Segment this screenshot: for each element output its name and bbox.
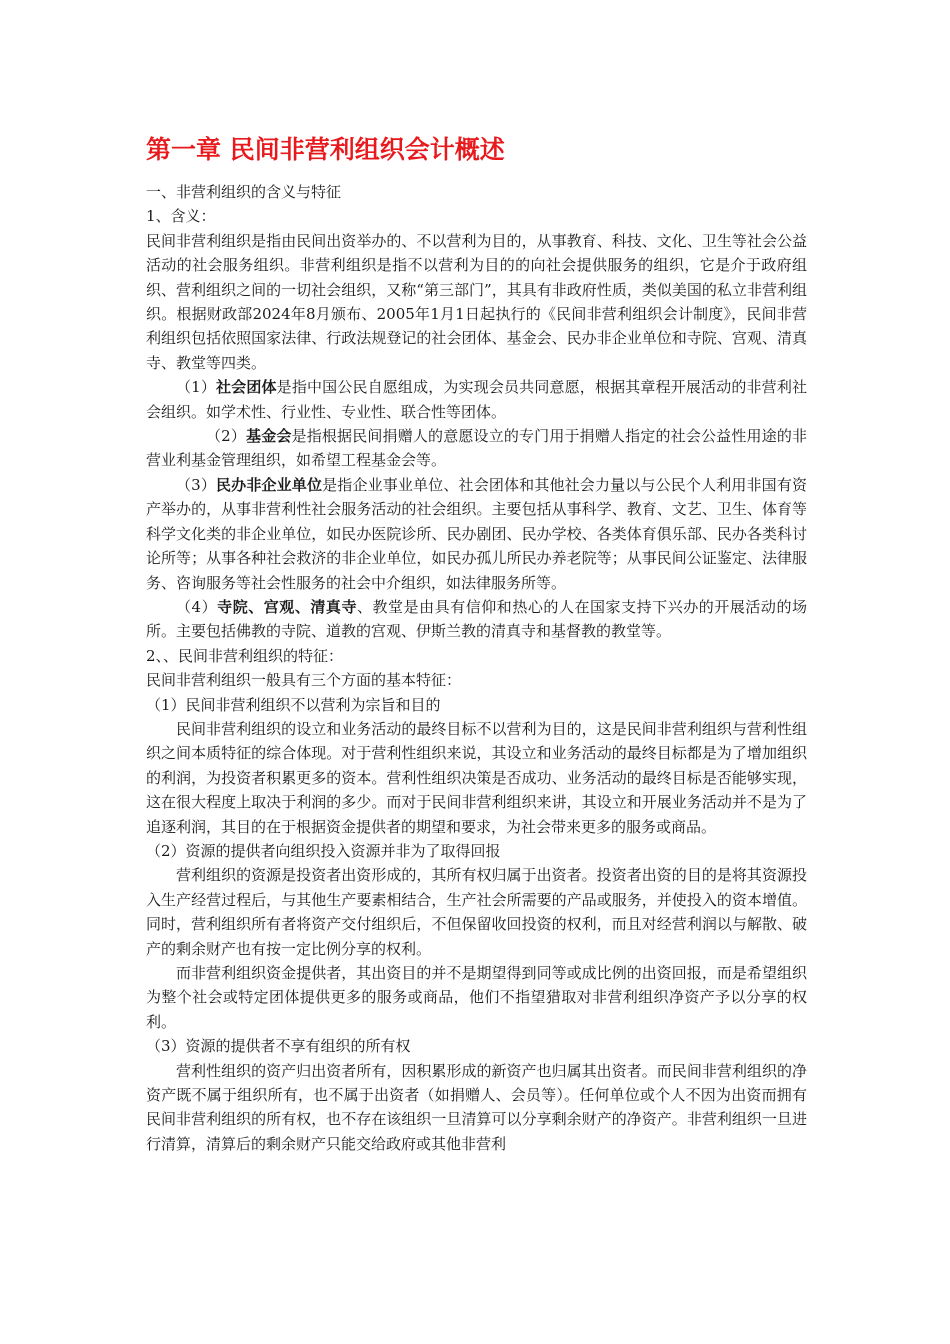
term-foundation: 基金会 [246, 427, 292, 446]
subsection-heading: 1、含义： [146, 207, 216, 226]
term-private-nonenterprise: 民办非企业单位 [216, 475, 323, 494]
type-religious-venues: （4）寺院、宫观、清真寺、教堂是由具有信仰和热心的人在国家支持下兴办的开展活动的场所。主要包括佛教的寺院、道教的宫观、伊斯兰教的清真寺和基督教的教堂等。 [146, 597, 807, 641]
type-social-group: （1）社会团体是指中国公民自愿组成，为实现会员共同意愿，根据其章程开展活动的非营利社会组织。如学术性、行业性、专业性、联合性等团体。 [146, 378, 807, 421]
feature2-body-2: 而非营利组织资金提供者，其出资目的并不是期望得到同等或成比例的出资回报，而是希望组织为整个社会或特定团体提供更多的服务或商品，他们不指望猎取对非营利组织净资产予以分享的权利。 [146, 964, 807, 1031]
feature3-heading: （3）资源的提供者不享有组织的所有权 [146, 1037, 411, 1056]
subsection-heading-features: 2、、民间非营利组织的特征： [146, 646, 344, 665]
term-social-group: 社会团体 [216, 378, 277, 397]
feature1-body: 民间非营利组织的设立和业务活动的最终目标不以营利为目的，这是民间非营利组织与营利性组织之间本质特征的综合体现。对于营利性组织来说，其设立和业务活动的最终目标都是为了增加组织的利润，为投资者积累更多的资本。营利性组织决策是否成功、业务活动的最终目标是否能够实现，这在很大程度上取决于利润的多少。而对于民间非营利组织来讲，其设立和开展业务活动并不是为了追逐利润，其目的在于根据资金提供者的期望和要求，为社会带来更多的服务或商品。 [146, 719, 807, 836]
feature2-body-1: 营利组织的资源是投资者出资形成的，其所有权归属于出资者。投资者出资的目的是将其资源投入生产经营过程后，与其他生产要素相结合，生产社会所需要的产品或服务，并使投入的资本增值。同时，营利组织所有者将资产交付组织后，不但保留收回投资的权利，而且对经营利润以与解散、破产的剩余财产也有按一定比例分享的权利。 [146, 866, 807, 958]
feature1-heading: （1）民间非营利组织不以营利为宗旨和目的 [146, 695, 441, 714]
feature2-heading: （2）资源的提供者向组织投入资源并非为了取得回报 [146, 841, 501, 860]
type-private-nonenterprise: （3）民办非企业单位是指企业事业单位、社会团体和其他社会力量以与公民个人利用非国有资产举办的，从事非营利性社会服务活动的社会组织。主要包括从事科学、教育、文艺、卫生、体育等科学文化类的非企业单位，如民办医院诊所、民办剧团、民办学校、各类体育俱乐部、民办各类科讨论所等；从事各种社会救济的非企业单位，如民办孤儿所民办养老院等；从事民间公证鉴定、法律服务、咨询服务等社会性服务的社会中介组织，如法律服务所等。 [146, 475, 807, 592]
term-religious-venues: 寺院、宫观、清真寺 [217, 597, 357, 616]
section-heading: 一、非营利组织的含义与特征 [146, 183, 342, 201]
type-foundation: （2）基金会是指根据民间捐赠人的意愿设立的专门用于捐赠人指定的社会公益性用途的非营业利基金管理组织，如希望工程基金会等。 [146, 427, 807, 470]
features-intro: 民间非营利组织一般具有三个方面的基本特征： [146, 671, 462, 690]
feature3-body: 营利性组织的资产归出资者所有，因积累形成的新资产也归属其出资者。而民间非营利组织的净资产既不属于组织所有，也不属于出资者（如捐赠人、会员等）。任何单位或个人不因为出资而拥有民间非营利组织的所有权，也不存在该组织一旦清算可以分享剩余财产的净资产。非营利组织一旦进行清算，清算后的剩余财产只能交给政府或其他非营利 [146, 1061, 807, 1153]
chapter-title: 第一章 民间非营利组织会计概述 [146, 135, 505, 164]
definition-paragraph: 民间非营利组织是指由民间出资举办的、不以营利为目的，从事教育、科技、文化、卫生等社会公益活动的社会服务组织。非营利组织是指不以营利为目的的向社会提供服务的组织，它是介于政府组织、营利组织之间的一切社会组织，又称“第三部门”，其具有非政府性质，类似美国的私立非营利组织。根据财政部2024年8月颁布、2005年1月1日起执行的《民间非营利组织会计制度》，民间非营利组织包括依照国家法律、行政法规登记的社会团体、基金会、民办非企业单位和寺院、宫观、清真寺、教堂等四类。 [146, 231, 807, 372]
